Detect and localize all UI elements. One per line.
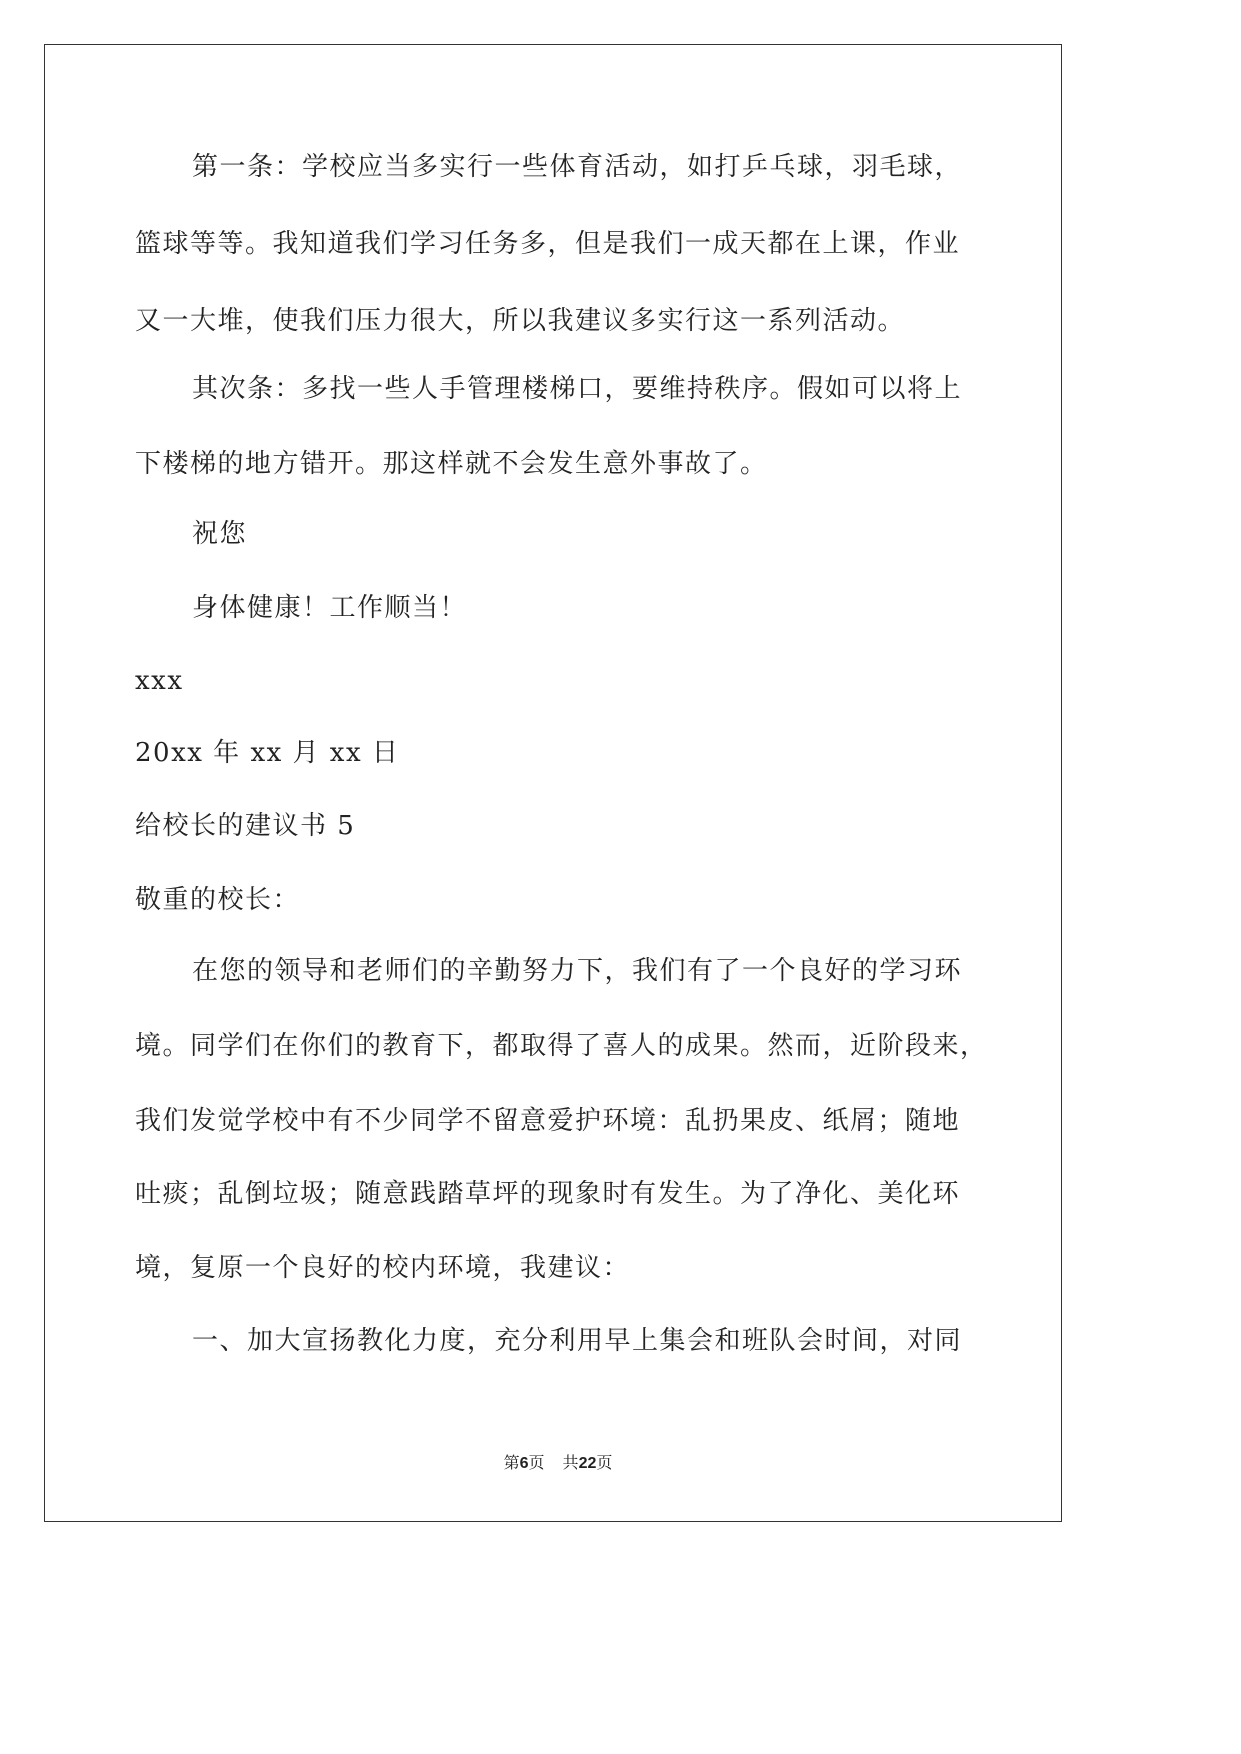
page-label-suffix: 页 bbox=[528, 1453, 545, 1472]
total-label-suffix: 页 bbox=[596, 1453, 613, 1472]
paragraph-line: 境，复原一个良好的校内环境，我建议： bbox=[135, 1253, 631, 1283]
paragraph-line: 在您的领导和老师们的辛勤努力下，我们有了一个良好的学习环 bbox=[192, 956, 963, 986]
paragraph-line: 一、加大宣扬教化力度，充分利用早上集会和班队会时间，对同 bbox=[192, 1326, 963, 1356]
total-label-prefix: 共 bbox=[562, 1453, 579, 1472]
paragraph-line: 第一条：学校应当多实行一些体育活动，如打乒乓球，羽毛球， bbox=[192, 152, 963, 182]
paragraph-line: 吐痰；乱倒垃圾；随意践踏草坪的现象时有发生。为了净化、美化环 bbox=[135, 1179, 961, 1209]
paragraph-line: 下楼梯的地方错开。那这样就不会发生意外事故了。 bbox=[135, 449, 768, 479]
closing-line: 祝您 bbox=[192, 519, 248, 549]
page-label-prefix: 第 bbox=[503, 1453, 520, 1472]
section-title: 给校长的建议书 5 bbox=[135, 811, 356, 841]
paragraph-line: 又一大堆，使我们压力很大，所以我建议多实行这一系列活动。 bbox=[135, 306, 906, 336]
page-footer bbox=[0, 1452, 1116, 1475]
paragraph-line: 其次条：多找一些人手管理楼梯口，要维持秩序。假如可以将上 bbox=[192, 374, 963, 404]
page-number: 6 bbox=[519, 1455, 529, 1472]
salutation: 敬重的校长： bbox=[135, 885, 301, 915]
paragraph-line: 篮球等等。我知道我们学习任务多，但是我们一成天都在上课，作业 bbox=[135, 229, 961, 259]
signature-date: 20xx 年 xx 月 xx 日 bbox=[135, 738, 400, 768]
total-pages: 22 bbox=[578, 1455, 597, 1472]
closing-line: 身体健康！工作顺当！ bbox=[192, 593, 468, 623]
page-border bbox=[44, 44, 1062, 1522]
signature-name: xxx bbox=[135, 666, 184, 696]
paragraph-line: 境。同学们在你们的教育下，都取得了喜人的成果。然而，近阶段来， bbox=[135, 1031, 988, 1061]
paragraph-line: 我们发觉学校中有不少同学不留意爱护环境：乱扔果皮、纸屑；随地 bbox=[135, 1106, 961, 1136]
